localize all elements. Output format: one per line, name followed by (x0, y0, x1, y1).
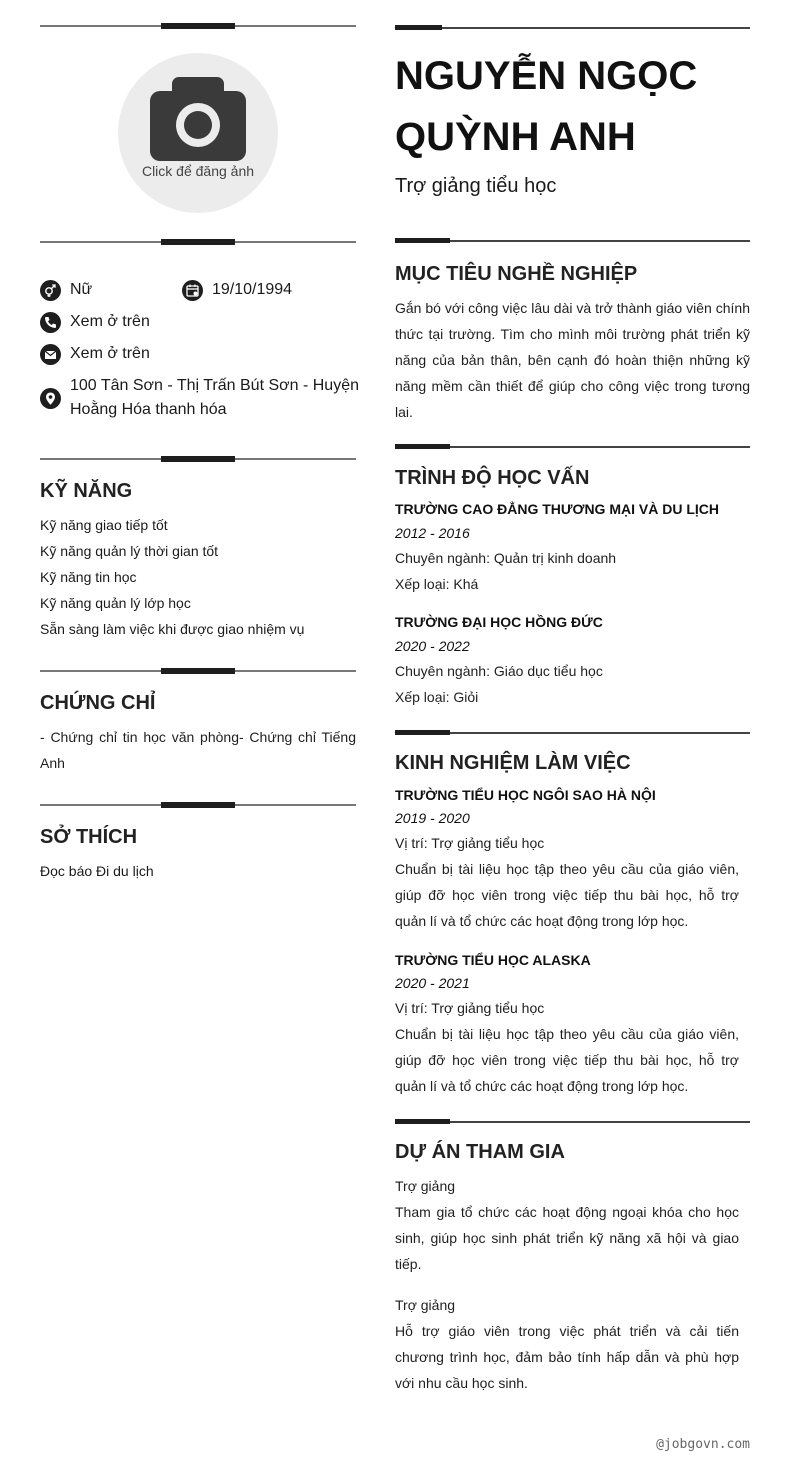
projects-title: DỰ ÁN THAM GIA (395, 1141, 565, 1163)
gender-icon (40, 280, 61, 301)
divider (40, 455, 356, 463)
birthday-value: 19/10/1994 (212, 281, 293, 298)
divider (40, 22, 356, 30)
email-icon (40, 344, 61, 365)
hobbies-text: Đọc báo Đi du lịch (40, 863, 154, 879)
education-school: TRƯỜNG ĐẠI HỌC HỒNG ĐỨC (395, 614, 603, 630)
education-grade: Xếp loại: Giỏi (395, 689, 479, 705)
experience-description: Chuẩn bị tài liệu học tập theo yêu cầu của giáo viên, giúp đỡ học viên trong việc tiếp thu bài học, hỗ trợ quản lí và tổ chức các hoạt động trong lớp học. (395, 861, 739, 929)
project-description: Hỗ trợ giáo viên trong việc phát triển và cải tiến chương trình học, đảm bảo tính hấp dẫn và phù hợp với nhu cầu học sinh. (395, 1323, 739, 1391)
education-school: TRƯỜNG CAO ĐẲNG THƯƠNG MẠI VÀ DU LỊCH (395, 501, 719, 517)
project-role: Trợ giảng (395, 1297, 456, 1313)
education-title: TRÌNH ĐỘ HỌC VẤN (395, 467, 590, 489)
education-grade: Xếp loại: Khá (395, 576, 479, 592)
photo-upload[interactable] (118, 53, 278, 213)
skill-item: Kỹ năng giao tiếp tốt (40, 517, 168, 533)
full-name: NGUYỄN NGỌC QUỲNH ANH (395, 54, 698, 159)
divider (40, 238, 356, 246)
skill-item: Kỹ năng quản lý lớp học (40, 595, 191, 611)
email-value: Xem ở trên (70, 345, 150, 362)
job-title: Trợ giảng tiểu học (395, 175, 557, 197)
experience-position: Vị trí: Trợ giảng tiểu học (395, 835, 545, 851)
education-major: Chuyên ngành: Quản trị kinh doanh (395, 550, 617, 566)
divider (395, 25, 750, 31)
experience-position: Vị trí: Trợ giảng tiểu học (395, 1000, 545, 1016)
certificates-title: CHỨNG CHỈ (40, 692, 156, 714)
objective-title: MỤC TIÊU NGHỀ NGHIỆP (395, 263, 638, 285)
experience-company: TRƯỜNG TIỂU HỌC NGÔI SAO HÀ NỘI (395, 787, 656, 803)
education-period: 2012 - 2016 (395, 525, 470, 541)
education-major: Chuyên ngành: Giáo dục tiểu học (395, 663, 603, 679)
objective-text: Gắn bó với công việc lâu dài và trở thành giáo viên chính thức tại trường. Tìm cho mình môi trường phát triển kỹ năng của bản thân, bên cạnh đó hoàn thiện những kỹ năng mềm cần thiết để giúp cho công việc trong tương lai. (395, 300, 750, 420)
certificates-text: - Chứng chỉ tin học văn phòng- Chứng chỉ Tiếng Anh (40, 729, 356, 771)
experience-title: KINH NGHIỆM LÀM VIỆC (395, 752, 631, 774)
location-icon (40, 388, 61, 409)
experience-description: Chuẩn bị tài liệu học tập theo yêu cầu của giáo viên, giúp đỡ học viên trong việc tiếp thu bài học, hỗ trợ quản lí và tổ chức các hoạt động trong lớp học. (395, 1026, 739, 1094)
education-period: 2020 - 2022 (395, 638, 470, 654)
project-role: Trợ giảng (395, 1178, 456, 1194)
photo-caption: Click để đăng ảnh (141, 163, 255, 179)
skill-item: Kỹ năng quản lý thời gian tốt (40, 543, 219, 559)
divider (395, 730, 750, 736)
experience-period: 2020 - 2021 (395, 975, 470, 991)
divider (395, 1119, 750, 1125)
calendar-icon (182, 280, 203, 301)
gender-value: Nữ (70, 281, 93, 298)
skill-item: Kỹ năng tin học (40, 569, 137, 585)
divider (395, 444, 750, 450)
phone-value: Xem ở trên (70, 313, 150, 330)
watermark: @jobgovn.com (656, 1437, 750, 1452)
skills-title: KỸ NĂNG (40, 480, 133, 502)
experience-company: TRƯỜNG TIỂU HỌC ALASKA (395, 952, 591, 968)
experience-period: 2019 - 2020 (395, 810, 470, 826)
project-description: Tham gia tổ chức các hoạt động ngoại khóa cho học sinh, giúp học sinh phát triển kỹ năng xã hội và giao tiếp. (395, 1204, 739, 1272)
hobbies-title: SỞ THÍCH (40, 826, 138, 848)
address-value: 100 Tân Sơn - Thị Trấn Bút Sơn - Huyện Hoằng Hóa thanh hóa (70, 377, 359, 418)
divider (40, 667, 356, 675)
phone-icon (40, 312, 61, 333)
divider (395, 238, 750, 244)
camera-icon (150, 77, 246, 161)
divider (40, 801, 356, 809)
skill-item: Sẵn sàng làm việc khi được giao nhiệm vụ (40, 621, 305, 637)
